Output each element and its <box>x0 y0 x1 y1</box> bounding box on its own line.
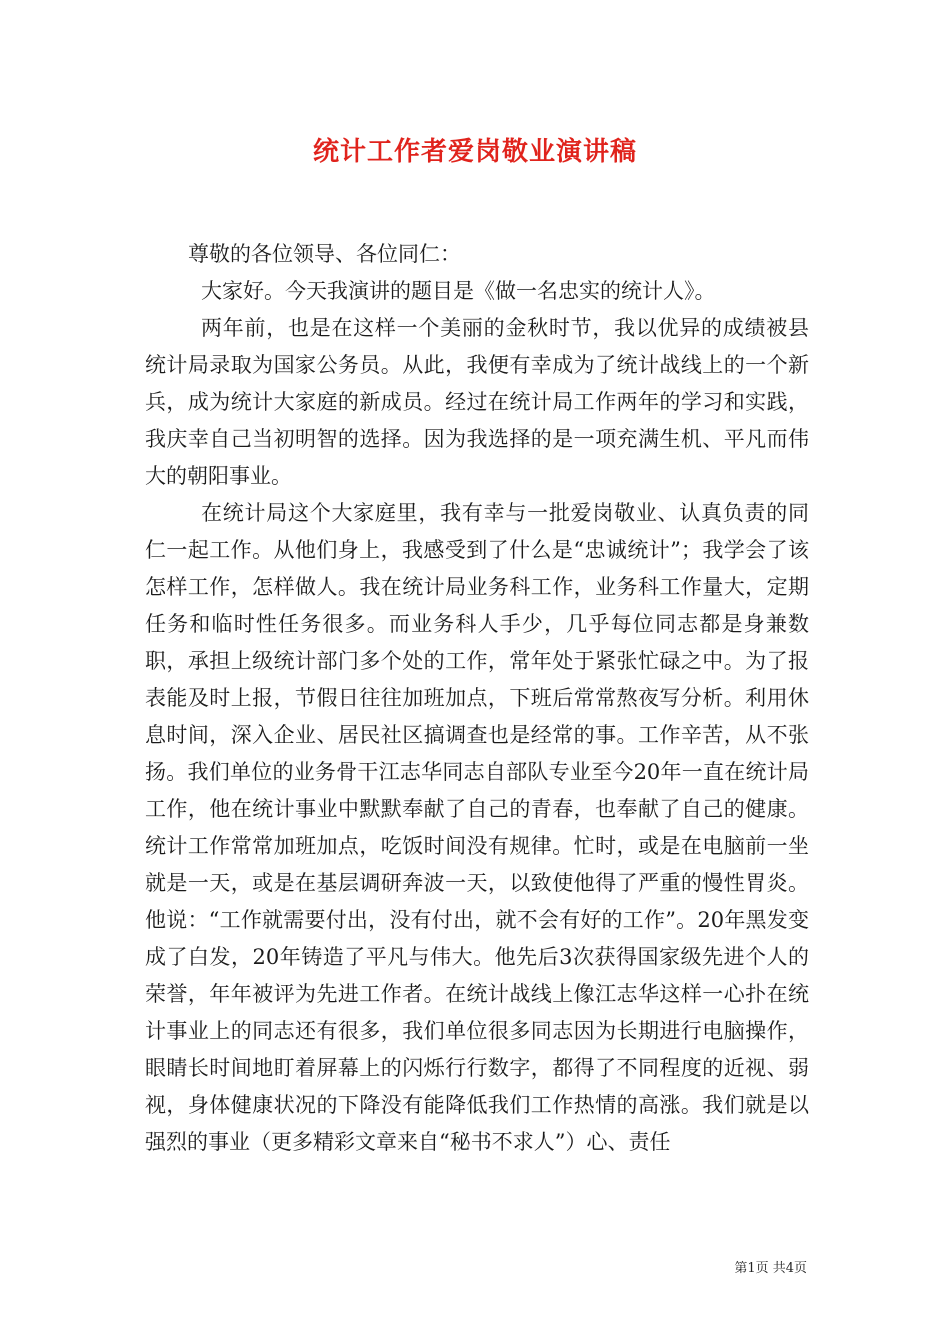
paragraph-greeting: 大家好。今天我演讲的题目是《做一名忠实的统计人》。 <box>201 279 716 303</box>
paragraph-colleagues: 在统计局这个大家庭里，我有幸与一批爱岗敬业、认真负责的同仁一起工作。从他们身上，我感受到了什么是“忠诚统计”；我学会了该怎样工作，怎样做人。我在统计局业务科工作，业务科工作量大，定期任务和临时性任务很多。而业务科人手少，几乎每位同志都是身兼数职，承担上级统计部门多个处的工作，常年处于紧张忙碌之中。为了报表能及时上报，节假日往往加班加点，下班后常常熬夜写分析。利用休息时间，深入企业、居民社区搞调查也是经常的事。工作辛苦，从不张扬。我们单位的业务骨干江志华同志自部队专业至今20年一直在统计局工作，他在统计事业中默默奉献了自己的青春，也奉献了自己的健康。统计工作常常加班加点，吃饭时间没有规律。忙时，或是在电脑前一坐就是一天，或是在基层调研奔波一天，以致使他得了严重的慢性胃炎。他说：“工作就需要付出，没有付出，就不会有好的工作”。20年黑发变成了白发，20年铸造了平凡与伟大。他先后3次获得国家级先进个人的荣誉，年年被评为先进工作者。在统计战线上像江志华这样一心扑在统计事业上的同志还有很多，我们单位很多同志因为长期进行电脑操作，眼睛长时间地盯着屏幕上的闪烁行行数字，都得了不同程度的近视、弱视，身体健康状况的下降没有能降低我们工作热情的高涨。我们就是以强烈的事业（更多精彩文章来自“秘书不求人”）心、责任 <box>145 501 809 1154</box>
document-body <box>145 236 809 1161</box>
page-number: 第1页 共4页 <box>734 1261 807 1276</box>
paragraph-two-years-ago: 两年前，也是在这样一个美丽的金秋时节，我以优异的成绩被县统计局录取为国家公务员。从此，我便有幸成为了统计战线上的一个新兵，成为统计大家庭的新成员。经过在统计局工作两年的学习和实践，我庆幸自己当初明智的选择。因为我选择的是一项充满生机、平凡而伟大的朝阳事业。 <box>145 316 809 488</box>
document-title: 统计工作者爱岗敬业演讲稿 <box>312 137 637 167</box>
salutation: 尊敬的各位领导、各位同仁： <box>188 242 461 266</box>
